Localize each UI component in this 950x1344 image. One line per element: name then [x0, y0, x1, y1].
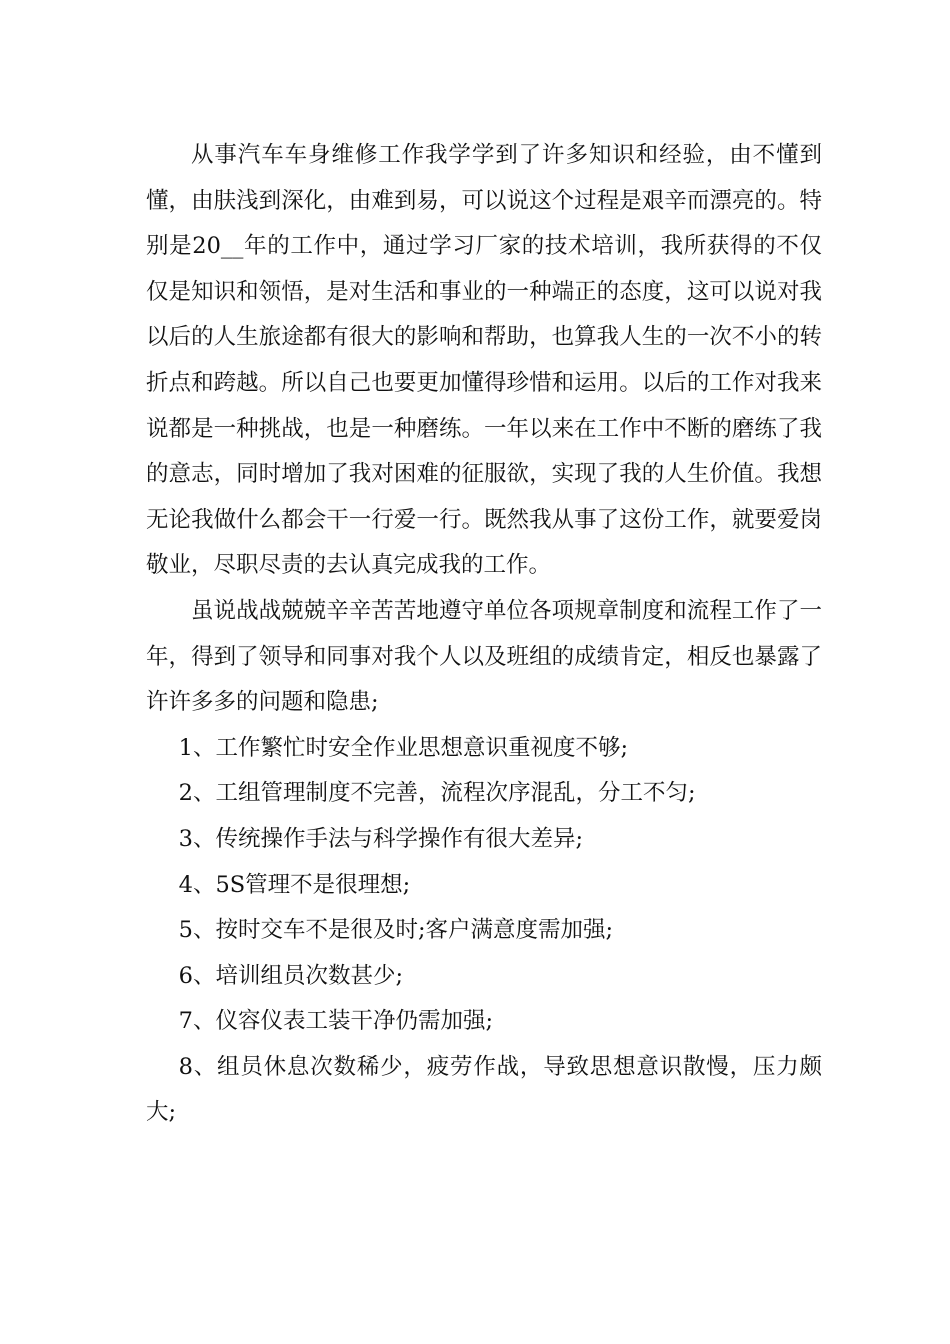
- list-item-2: 2、工组管理制度不完善，流程次序混乱，分工不匀;: [178, 780, 696, 807]
- list-item-6: 6、培训组员次数甚少;: [178, 962, 404, 989]
- list-item-5: 5、按时交车不是很及时;客户满意度需加强;: [178, 917, 614, 944]
- paragraph-2: 虽说战战兢兢辛辛苦苦地遵守单位各项规章制度和流程工作了一年，得到了领导和同事对我个人以及班组的成绩肯定，相反也暴露了许许多多的问题和隐患;: [146, 597, 822, 716]
- list-item-7: 7、仪容仪表工装干净仍需加强;: [178, 1008, 494, 1035]
- document-body: [146, 133, 822, 1136]
- list-item-3: 3、传统操作手法与科学操作有很大差异;: [178, 825, 584, 852]
- paragraph-1: 从事汽车车身维修工作我学学到了许多知识和经验，由不懂到懂，由肤浅到深化，由难到易，可以说这个过程是艰辛而漂亮的。特别是20__年的工作中，通过学习厂家的技术培训，我所获得的不仅仅是知识和领悟，是对生活和事业的一种端正的态度，这可以说对我以后的人生旅途都有很大的影响和帮助，也算我人生的一次不小的转折点和跨越。所以自己也要更加懂得珍惜和运用。以后的工作对我来说都是一种挑战，也是一种磨练。一年以来在工作中不断的磨练了我的意志，同时增加了我对困难的征服欲，实现了我的人生价值。我想无论我做什么都会干一行爱一行。既然我从事了这份工作，就要爱岗敬业，尽职尽责的去认真完成我的工作。: [146, 142, 822, 579]
- list-item-1: 1、工作繁忙时安全作业思想意识重视度不够;: [178, 734, 629, 761]
- list-item-4: 4、5S管理不是很理想;: [178, 871, 411, 898]
- list-item-8: 8、组员休息次数稀少，疲劳作战，导致思想意识散慢，压力颇大;: [146, 1053, 822, 1126]
